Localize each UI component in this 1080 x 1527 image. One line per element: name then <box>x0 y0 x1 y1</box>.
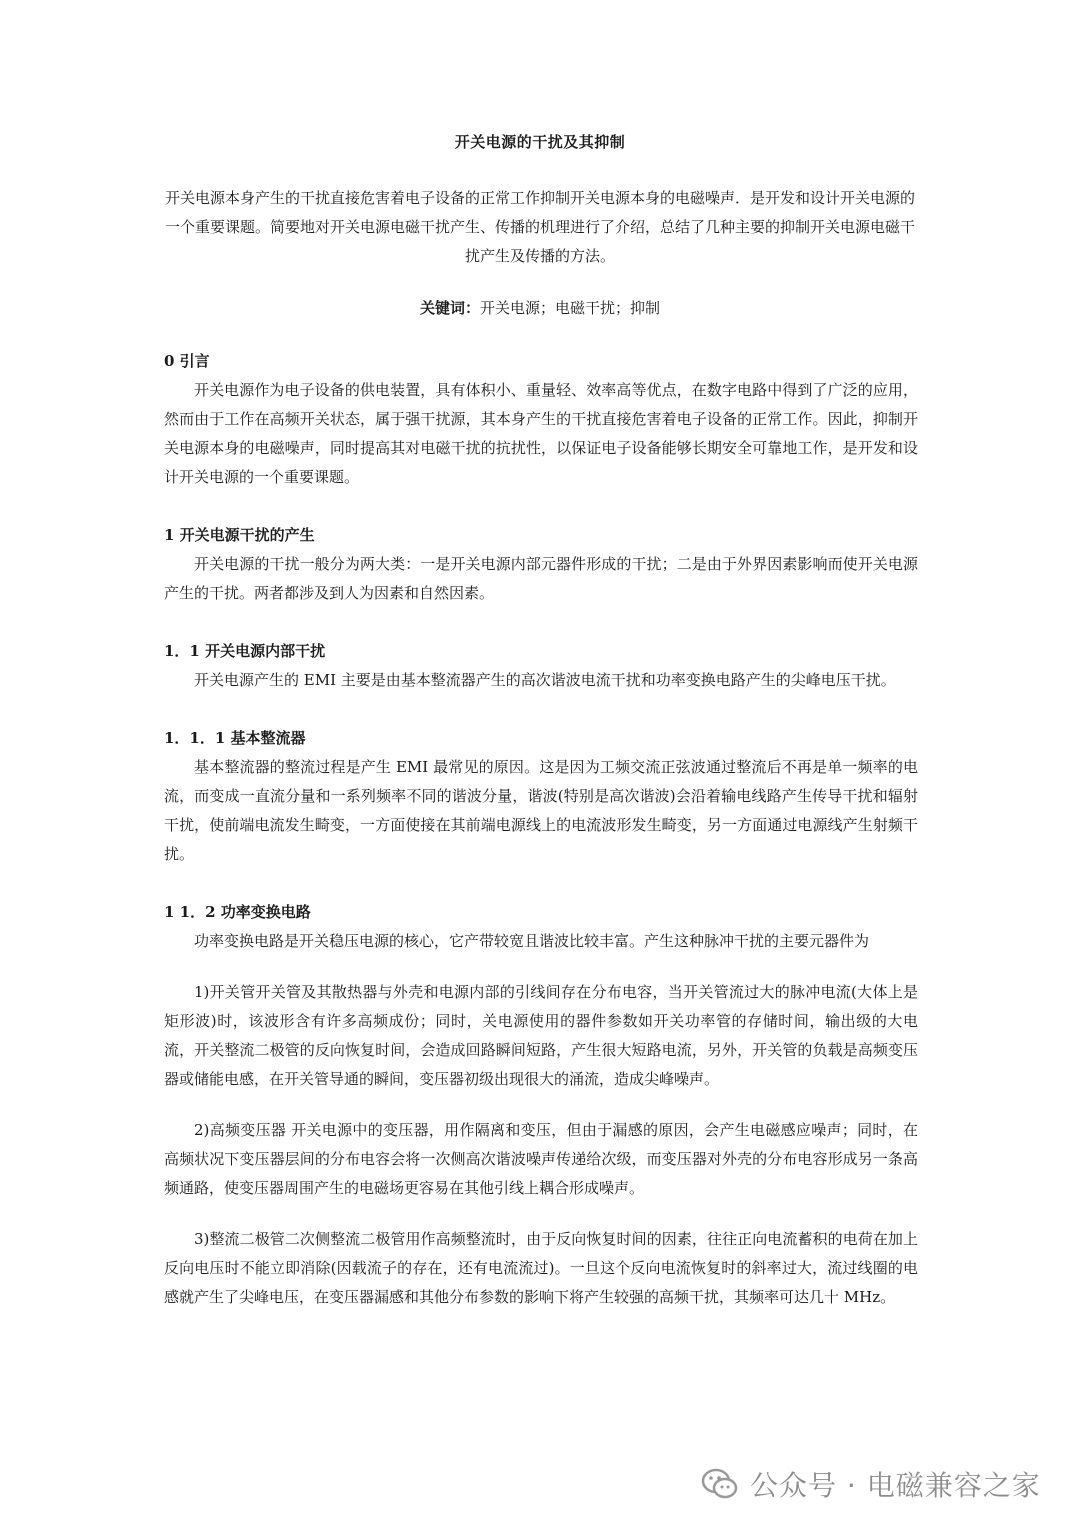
paragraph: 功率变换电路是开关稳压电源的核心，它产带较宽且谐波比较丰富。产生这种脉冲干扰的主要元器件为 <box>194 932 870 950</box>
abstract: 开关电源本身产生的干扰直接危害着电子设备的正常工作抑制开关电源本身的电磁噪声．是开发和设计开关电源的一个重要课题。简要地对开关电源电磁干扰产生、传播的机理进行了介绍，总结了几种主要的抑制开关电源电磁干扰产生及传播的方法。 <box>164 189 915 265</box>
keywords-line <box>0 297 1080 318</box>
document-title: 开关电源的干扰及其抑制 <box>454 133 626 151</box>
paragraph: 开关电源的干扰一般分为两大类：一是开关电源内部元器件形成的干扰；二是由于外界因素影响而使开关电源产生的干扰。两者都涉及到人为因素和自然因素。 <box>164 555 918 602</box>
list-item: 3)整流二极管二次侧整流二极管用作高频整流时，由于反向恢复时间的因素，往往正向电流蓄积的电荷在加上反向电压时不能立即消除(因载流子的存在，还有电流流过)。一旦这个反向电流恢复时的斜率过大，流过线圈的电感就产生了尖峰电压，在变压器漏感和其他分布参数的影响下将产生较强的高频干扰，其频率可达几十 MHz。 <box>164 1230 918 1306</box>
paragraph: 开关电源作为电子设备的供电装置，具有体积小、重量轻、效率高等优点，在数字电路中得到了广泛的应用，然而由于工作在高频开关状态，属于强干扰源，其本身产生的干扰直接危害着电子设备的正常工作。因此，抑制开关电源本身的电磁噪声，同时提高其对电磁干扰的抗扰性，以保证电子设备能够长期安全可靠地工作，是开发和设计开关电源的一个重要课题。 <box>164 381 918 486</box>
list-item: 2)高频变压器 开关电源中的变压器，用作隔离和变压，但由于漏感的原因，会产生电磁感应噪声；同时，在高频状况下变压器层间的分布电容会将一次侧高次谐波噪声传递给次级，而变压器对外壳的分布电容形成另一条高频通路，使变压器周围产生的电磁场更容易在其他引线上耦合形成噪声。 <box>164 1121 918 1197</box>
watermark-text: 公众号 · 电磁兼容之家 <box>750 1469 1041 1502</box>
section-heading: 1．1．1 基本整流器 <box>164 729 306 747</box>
document-body <box>164 347 918 1312</box>
paragraph: 基本整流器的整流过程是产生 EMI 最常见的原因。这是因为工频交流正弦波通过整流后不再是单一频率的电流，而变成一直流分量和一系列频率不同的谐波分量，谐波(特别是高次谐波)会沿着输电线路产生传导干扰和辐射干扰，使前端电流发生畸变，一方面使接在其前端电源线上的电流波形发生畸变，另一方面通过电源线产生射频干扰。 <box>164 758 918 863</box>
paragraph: 开关电源产生的 EMI 主要是由基本整流器产生的高次谐波电流干扰和功率变换电路产生的尖峰电压干扰。 <box>194 671 896 689</box>
section-heading: 1 开关电源干扰的产生 <box>164 526 315 544</box>
keywords-text: 开关电源；电磁干扰；抑制 <box>480 299 661 317</box>
wechat-icon <box>700 1464 740 1504</box>
section-heading: 1．1 开关电源内部干扰 <box>164 642 326 660</box>
section-heading: 1 1．2 功率变换电路 <box>164 903 311 921</box>
section-heading: 0 引言 <box>164 352 210 370</box>
keywords-label: 关键词： <box>419 299 480 317</box>
watermark <box>700 1462 1041 1506</box>
list-item: 1)开关管开关管及其散热器与外壳和电源内部的引线间存在分布电容，当开关管流过大的脉冲电流(大体上是矩形波)时，该波形含有许多高频成份；同时，关电源使用的器件参数如开关功率管的存储时间，输出级的大电流，开关整流二极管的反向恢复时间，会造成回路瞬间短路，产生很大短路电流，另外，开关管的负载是高频变压器或储能电感，在开关管导通的瞬间，变压器初级出现很大的涌流，造成尖峰噪声。 <box>164 983 918 1088</box>
